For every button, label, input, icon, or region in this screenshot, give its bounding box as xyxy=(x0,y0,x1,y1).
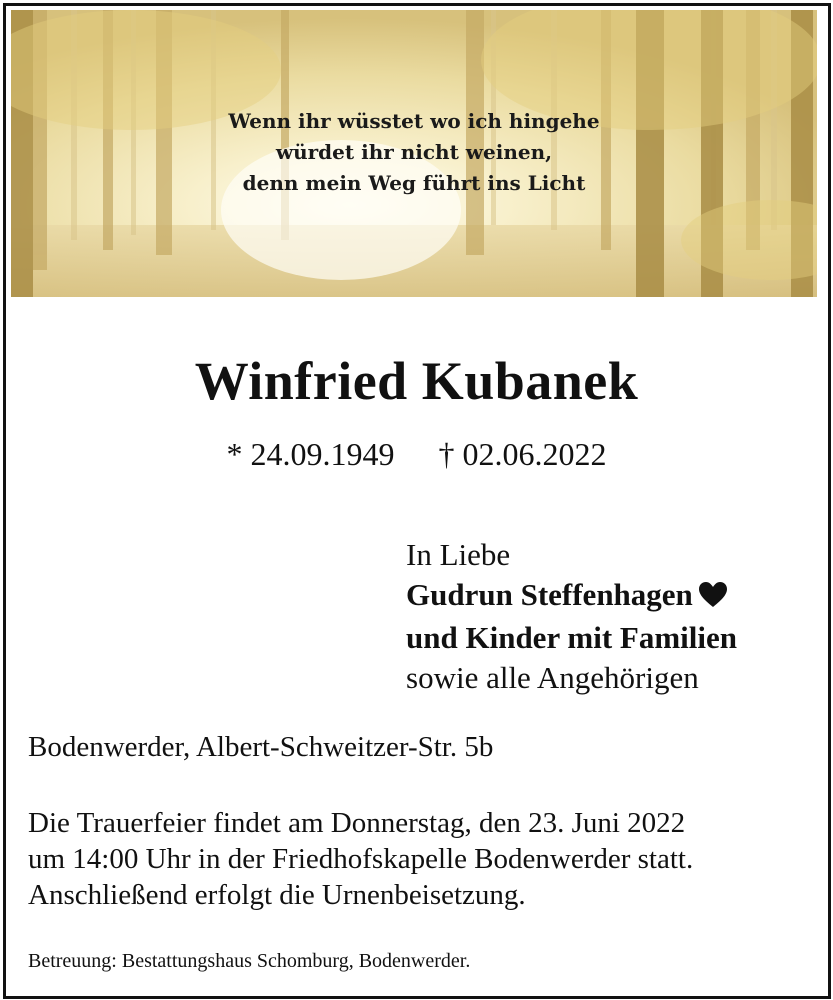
ceremony-line-2: um 14:00 Uhr in der Friedhofskapelle Bodenwerder statt. xyxy=(28,843,694,875)
birth-date: * 24.09.1949 xyxy=(226,436,395,472)
quote-line-2: würdet ihr nicht weinen, xyxy=(275,140,553,164)
mourner-partner xyxy=(406,575,737,618)
mourners-block xyxy=(406,535,737,698)
funeral-home-note: Betreuung: Bestattungshaus Schomburg, Bodenwerder. xyxy=(28,950,471,972)
deceased-name: Winfried Kubanek xyxy=(194,351,639,411)
quote-line-3: denn mein Weg führt ins Licht xyxy=(242,171,586,195)
mourner-partner-name: Gudrun Steffenhagen xyxy=(406,577,693,612)
quote xyxy=(11,106,817,199)
life-dates xyxy=(0,436,833,473)
quote-line-1: Wenn ihr wüsstet wo ich hingehe xyxy=(228,109,600,133)
ceremony-line-1: Die Trauerfeier findet am Donnerstag, den 23. Juni 2022 xyxy=(28,807,686,839)
forest-banner xyxy=(11,10,817,297)
heart-icon xyxy=(699,578,727,618)
mourner-family: und Kinder mit Familien xyxy=(406,619,737,655)
death-date: † 02.06.2022 xyxy=(438,436,607,472)
ceremony-line-3: Anschließend erfolgt die Urnenbeisetzung. xyxy=(28,879,526,911)
ceremony-info xyxy=(28,805,693,913)
mourners-intro: In Liebe xyxy=(406,537,511,572)
mourner-relatives: sowie alle Angehörigen xyxy=(406,659,699,695)
address: Bodenwerder, Albert-Schweitzer-Str. 5b xyxy=(28,731,494,763)
